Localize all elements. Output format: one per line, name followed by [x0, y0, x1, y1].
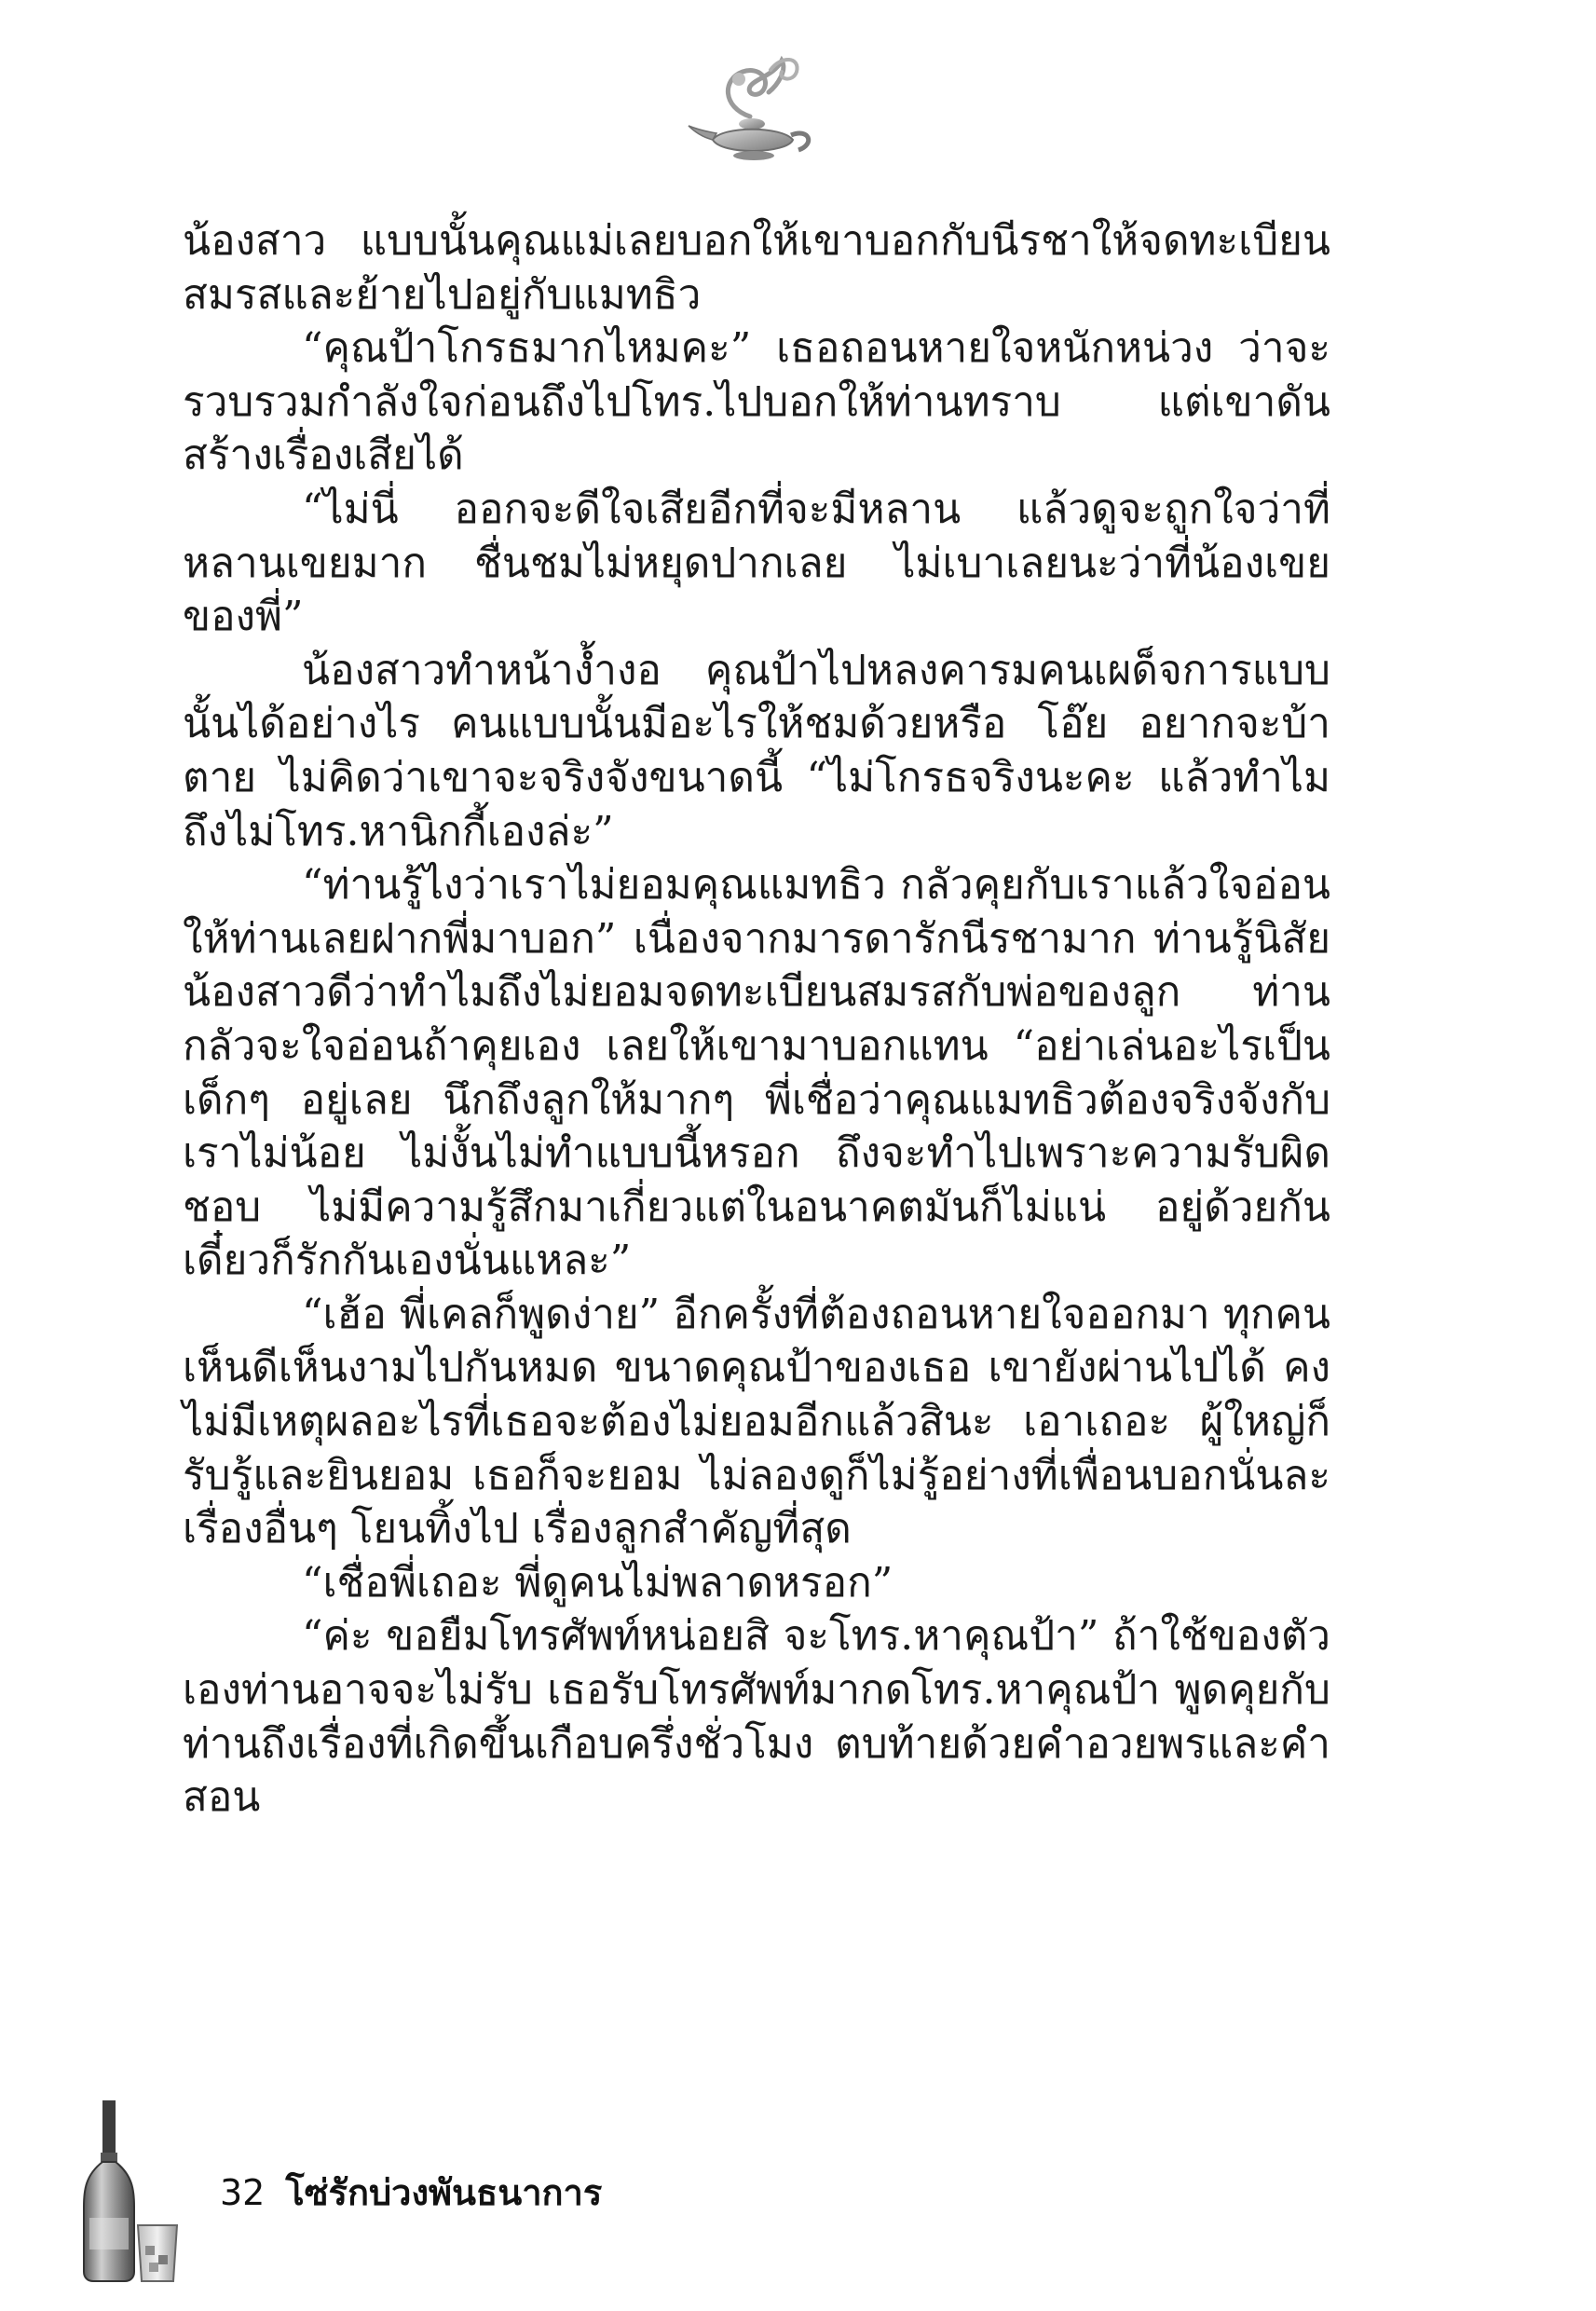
paragraph: “ไม่นี่ ออกจะดีใจเสียอีกที่จะมีหลาน แล้วดูจะถูกใจว่าที่หลานเขยมาก ชื่นชมไม่หยุดปากเลย ไม่เบาเลยนะว่าที่น้องเขยของพี่” [183, 485, 1330, 641]
page-number: 32 [220, 2172, 266, 2213]
paragraph: น้องสาวทำหน้างํ้างอ คุณป้าไปหลงคารมคนเผด็จการแบบนั้นได้อย่างไร คนแบบนั้นมีอะไรให้ชมด้วยหรือ โอ๊ย อยากจะบ้าตาย ไม่คิดว่าเขาจะจริงจังขนาดนี้ “ไม่โกรธจริงนะคะ แล้วทำไมถึงไม่โทร.หานิกกี้เองล่ะ” [183, 646, 1330, 855]
genie-lamp-icon [685, 51, 825, 172]
paragraph: “เชื่อพี่เถอะ พี่ดูคนไม่พลาดหรอก” [302, 1558, 893, 1607]
liquor-bottle-icon [80, 2097, 183, 2283]
paragraph: “เฮ้อ พี่เคลก็พูดง่าย” อีกครั้งที่ต้องถอนหายใจออกมา ทุกคนเห็นดีเห็นงามไปกันหมด ขนาดคุณป้าของเธอ เขายังผ่านไปได้ คงไม่มีเหตุผลอะไรที่เธอจะต้องไม่ยอมอีกแล้วสินะ เอาเถอะ ผู้ใหญ่ก็รับรู้และยินยอม เธอก็จะยอม ไม่ลองดูก็ไม่รู้อย่างที่เพื่อนบอกนั่นละ เรื่องอื่นๆ โยนทิ้งไป เรื่องลูกสำคัญที่สุด [183, 1290, 1330, 1553]
page-footer [220, 2164, 602, 2220]
paragraph: “ท่านรู้ไงว่าเราไม่ยอมคุณแมทธิว กลัวคุยกับเราแล้วใจอ่อนให้ท่านเลยฝากพี่มาบอก” เนื่องจากมารดารักนีรชามาก ท่านรู้นิสัยน้องสาวดีว่าทำไมถึงไม่ยอมจดทะเบียนสมรสกับพ่อของลูก ท่านกลัวจะใจอ่อนถ้าคุยเอง เลยให้เขามาบอกแทน “อย่าเล่นอะไรเป็นเด็กๆ อยู่เลย นึกถึงลูกให้มากๆ พี่เชื่อว่าคุณแมทธิวต้องจริงจังกับเราไม่น้อย ไม่งั้นไม่ทำแบบนี้หรอก ถึงจะทำไปเพราะความรับผิดชอบ ไม่มีความรู้สึกมาเกี่ยวแต่ในอนาคตมันก็ไม่แน่ อยู่ด้วยกัน เดี๋ยวก็รักกันเองนั่นแหละ” [183, 861, 1330, 1285]
paragraph: “ค่ะ ขอยืมโทรศัพท์หน่อยสิ จะโทร.หาคุณป้า” ถ้าใช้ของตัวเองท่านอาจจะไม่รับ เธอรับโทรศัพท์มากดโทร.หาคุณป้า พูดคุยกับท่านถึงเรื่องที่เกิดขึ้นเกือบครึ่งชั่วโมง ตบท้ายด้วยคำอวยพรและคำสอน [183, 1612, 1330, 1822]
paragraph: น้องสาว แบบนั้นคุณแม่เลยบอกให้เขาบอกกับนีรชาให้จดทะเบียนสมรสและย้ายไปอยู่กับแมทธิว [183, 217, 1330, 319]
paragraph: “คุณป้าโกรธมากไหมคะ” เธอถอนหายใจหนักหน่วง ว่าจะรวบรวมกำลังใจก่อนถึงไปโทร.ไปบอกให้ท่านทราบ แต่เขาดันสร้างเรื่องเสียได้ [183, 324, 1330, 480]
book-title: โซ่รักบ่วงพันธนาการ [285, 2172, 603, 2213]
body-text [183, 214, 1330, 1825]
